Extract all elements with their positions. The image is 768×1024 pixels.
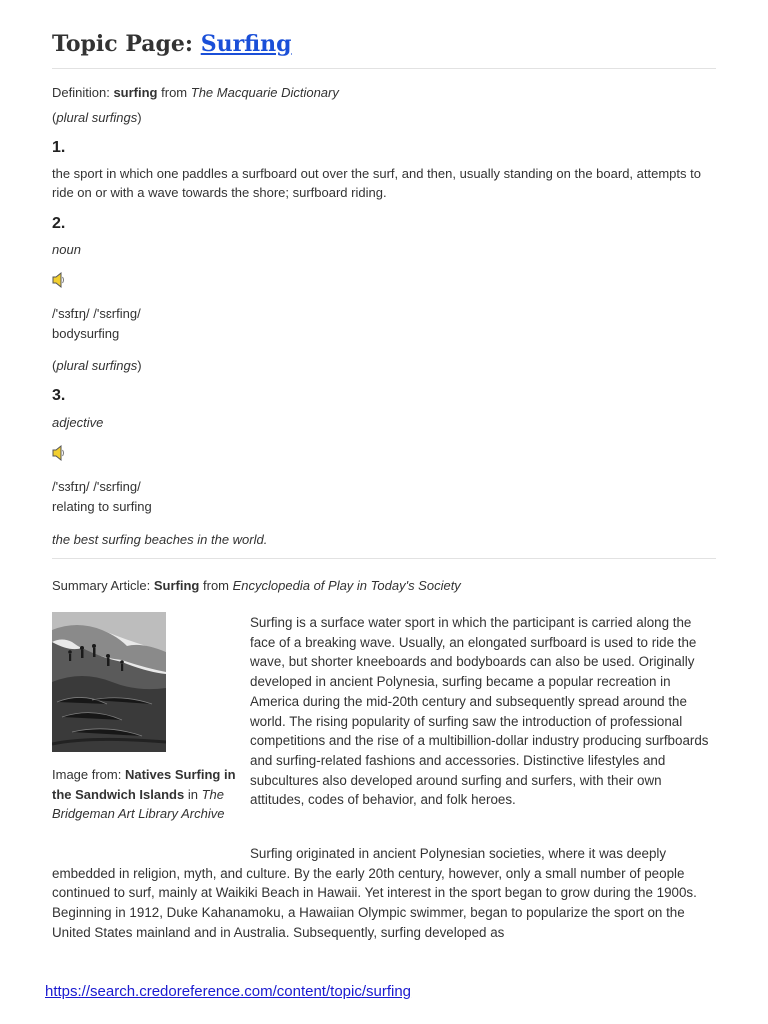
article-image-block — [52, 612, 238, 824]
document-page — [52, 28, 716, 940]
article-paragraph: Surfing is a surface water sport in which the participant is carried along the face of a breaking wave. Usually, an elongated surfboard is used to ride the wave, but shorter kneeboards and bodyboards can also be used. Originally developed in ancient Polynesia, surfing became a popular recreation in America during the mid-20th century and subsequently spread around the world. The rising popularity of surfing saw the introduction of professional competitions and the rise of a multibillion-dollar industry producing surfboards and surfing-related fashions and accessories. Distinctive lifestyles and subcultures also developed around surfing and surfers, with their own attitudes, codes of behavior, and folk heroes. — [250, 615, 709, 808]
image-caption: Image from: Natives Surfing in the Sandwich Islands in The Bridgeman Art Library Archive — [52, 767, 236, 822]
image-source: The Bridgeman Art Library Archive — [52, 786, 225, 822]
summary-source: Encyclopedia of Play in Today's Society — [232, 578, 461, 593]
sense-number: 3. — [52, 387, 66, 404]
sense-text: bodysurfing — [52, 326, 120, 341]
article-image[interactable] — [52, 612, 166, 752]
sense-number: 2. — [52, 215, 66, 232]
summary-term: Surfing — [153, 578, 200, 593]
sense-text: relating to surfing — [52, 499, 152, 514]
pronunciation: /'sɜfɪŋ/ /'sɛrfing/ — [52, 306, 141, 321]
definition-heading: Definition: surfing from The Macquarie Dictionary — [52, 85, 339, 100]
sense-number: 1. — [52, 139, 66, 156]
title-prefix: Topic Page: — [52, 31, 194, 57]
part-of-speech: noun — [52, 242, 81, 257]
pronunciation: /'sɜfɪŋ/ /'sɛrfing/ — [52, 479, 141, 494]
definition-source: The Macquarie Dictionary — [190, 85, 339, 100]
plural-note: (plural surfings) — [52, 358, 142, 373]
plural-note: (plural surfings) — [52, 110, 142, 125]
summary-heading: Summary Article: Surfing from Encyclopedia of Play in Today's Society — [52, 578, 461, 593]
speaker-icon[interactable] — [52, 444, 66, 462]
topic-link[interactable]: Surfing — [200, 31, 292, 57]
article-body-full — [52, 844, 716, 943]
speaker-icon[interactable] — [52, 271, 66, 289]
article-body-column — [250, 613, 716, 810]
definition-term: surfing — [113, 85, 158, 100]
sense-text: the sport in which one paddles a surfboard out over the surf, and then, usually standing on the board, attempts to ride on or with a wave towards the shore; surfboard riding. — [52, 166, 701, 200]
header-divider — [52, 68, 716, 69]
example-sentence: the best surfing beaches in the world. — [52, 532, 268, 547]
image-title: Natives Surfing in the Sandwich Islands — [52, 767, 236, 802]
section-divider — [52, 558, 716, 559]
source-url-link[interactable]: https://search.credoreference.com/content/topic/surfing — [45, 983, 412, 1000]
part-of-speech: adjective — [52, 415, 104, 430]
article-paragraph: Surfing originated in ancient Polynesian societies, where it was deeply embedded in religion, myth, and culture. By the early 20th century, however, only a small number of people continued to surf, mainly at Waikiki Beach in Hawaii. Yet interest in the sport began to grow during the 1900s. Beginning in 1912, Duke Kahanamoku, a Hawaiian Olympic swimmer, began to popularize the sport on the United States mainland and in Australia. Subsequently, surfing developed as — [52, 846, 697, 940]
page-title — [52, 28, 716, 68]
